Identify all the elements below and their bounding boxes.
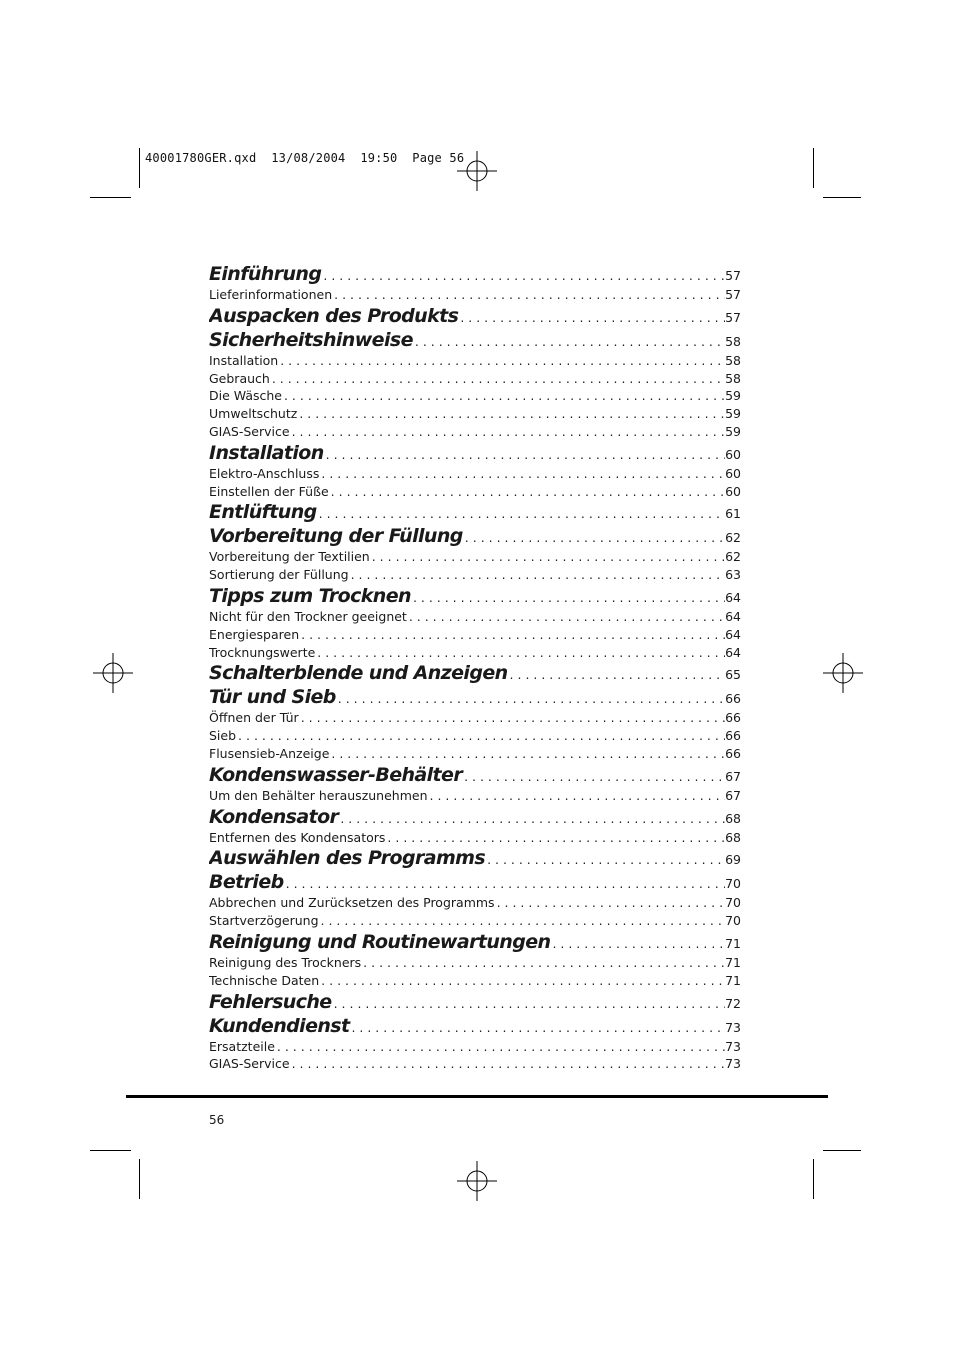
dot-leader [462,765,725,787]
toc-entry [209,912,741,930]
dot-leader [297,405,725,423]
toc-title: GIAS-Service [209,1056,290,1072]
toc-title: Einführung [209,263,322,285]
toc-entry [209,352,741,370]
toc-title: Ersatzteile [209,1038,275,1054]
dot-leader [495,894,725,912]
registration-mark-icon [457,151,497,191]
dot-leader [315,644,725,662]
toc-page-number: 70 [725,913,741,929]
toc-title: GIAS-Service [209,423,290,439]
toc-entry [209,727,741,745]
dot-leader [336,687,725,709]
toc-page-number: 71 [725,954,741,970]
dot-leader [361,954,725,972]
toc-page-number: 64 [725,608,741,624]
dot-leader [299,626,725,644]
toc-page-number: 59 [725,406,741,422]
crop-mark [90,197,131,198]
toc-entry [209,483,741,501]
dot-leader [485,848,725,870]
toc-title: Abbrechen und Zurücksetzen des Programms [209,895,495,911]
toc-title: Fehlersuche [209,990,332,1013]
toc-title: Sicherheitshinweise [209,328,413,351]
dot-leader [332,286,725,304]
toc-page-number: 66 [725,728,741,744]
toc-entry [209,566,741,584]
dot-leader [458,306,725,328]
dot-leader [332,992,725,1014]
dot-leader [349,1016,725,1038]
page-number: 56 [209,1113,225,1127]
dot-leader [324,443,725,465]
dot-leader [370,548,725,566]
toc-entry [209,626,741,644]
toc-entry [209,370,741,388]
crop-mark [90,1150,131,1151]
toc-entry [209,405,741,423]
crop-mark [823,1150,861,1151]
dot-leader [413,330,725,352]
crop-mark [139,148,140,188]
toc-heading [209,661,741,685]
toc-entry [209,548,741,566]
toc-heading [209,763,741,787]
toc-title: Installation [209,441,324,464]
toc-heading [209,1014,741,1038]
toc-page-number: 64 [725,589,741,605]
toc-page-number: 70 [725,895,741,911]
toc-page-number: 71 [725,935,741,951]
toc-title: Flusensieb-Anzeige [209,745,330,761]
toc-heading [209,805,741,829]
toc-title: Tür und Sieb [209,686,336,709]
toc-title: Die Wäsche [209,388,282,404]
dot-leader [508,663,725,685]
crop-mark [139,1159,140,1199]
dot-leader [349,566,725,584]
toc-page-number: 65 [725,667,741,683]
toc-title: Kondenswasser-Behälter [209,763,463,786]
toc-page-number: 60 [725,446,741,462]
toc-heading [209,524,741,548]
toc-entry [209,465,741,483]
registration-mark-icon [823,653,863,693]
toc-heading [209,846,741,870]
toc-entry [209,1038,741,1056]
footer-rule [126,1095,828,1098]
toc-title: Startverzögerung [209,913,319,929]
dot-leader [284,872,725,894]
dot-leader [278,352,725,370]
toc-heading [209,500,741,524]
crop-mark [823,197,861,198]
toc-page-number: 59 [725,388,741,404]
toc-heading [209,870,741,894]
toc-page-number: 59 [725,423,741,439]
toc-title: Reinigung und Routinewartungen [209,930,551,953]
toc-page-number: 62 [725,549,741,565]
toc-title: Kundendienst [209,1014,350,1037]
toc-page-number: 58 [725,352,741,368]
toc-page-number: 63 [725,567,741,583]
dot-leader [275,1038,725,1056]
toc-title: Technische Daten [209,972,320,988]
dot-leader [428,787,726,805]
toc-title: Trocknungswerte [209,644,316,660]
dot-leader [290,1055,725,1073]
dot-leader [463,526,725,548]
toc-heading [209,990,741,1014]
dot-leader [411,586,725,608]
toc-title: Entlüftung [209,501,317,524]
toc-entry [209,387,741,405]
dot-leader [290,423,725,441]
toc-page-number: 73 [725,1019,741,1035]
dot-leader [407,608,725,626]
toc-page-number: 69 [725,852,741,868]
toc-title: Schalterblende und Anzeigen [209,662,508,685]
toc-entry [209,787,741,805]
toc-page-number: 57 [725,268,741,283]
toc-title: Auspacken des Produkts [209,304,459,327]
toc-page-number: 73 [725,1056,741,1072]
registration-mark-icon [457,1161,497,1201]
toc-page-number: 67 [725,787,741,803]
toc-page-number: 58 [725,333,741,349]
toc-entry [209,829,741,847]
toc-entry [209,745,741,763]
print-slug: 40001780GER.qxd 13/08/2004 19:50 Page 56 [145,151,465,165]
toc-page-number: 64 [725,644,741,660]
dot-leader [282,387,725,405]
dot-leader [317,502,725,524]
toc-page-number: 62 [725,530,741,546]
toc-page-number: 68 [725,829,741,845]
dot-leader [329,483,725,501]
dot-leader [338,807,725,829]
toc-page-number: 61 [725,506,741,522]
toc-heading [209,584,741,608]
toc-page-number: 66 [725,745,741,761]
toc-title: Entfernen des Kondensators [209,829,386,845]
toc-page-number: 57 [725,309,741,325]
dot-leader [319,912,725,930]
toc-page-number: 64 [725,626,741,642]
dot-leader [319,465,725,483]
dot-leader [270,370,725,388]
toc-title: Sortierung der Füllung [209,567,349,583]
toc-page-number: 60 [725,483,741,499]
toc-page-number: 57 [725,287,741,302]
table-of-contents [209,262,741,1073]
toc-title: Öffnen der Tür [209,710,299,726]
toc-page-number: 67 [725,768,741,784]
toc-title: Kondensator [209,805,339,828]
toc-page-number: 68 [725,810,741,826]
dot-leader [321,264,725,286]
toc-title: Gebrauch [209,370,270,386]
toc-heading [209,441,741,465]
toc-title: Energiesparen [209,626,300,642]
toc-title: Einstellen der Füße [209,483,329,499]
registration-mark-icon [93,653,133,693]
toc-page-number: 66 [725,691,741,707]
toc-entry [209,972,741,990]
toc-title: Lieferinformationen [209,287,333,302]
toc-title: Installation [209,352,279,368]
toc-heading [209,930,741,954]
toc-title: Auswählen des Programms [209,847,486,870]
dot-leader [550,932,725,954]
toc-title: Sieb [209,728,237,744]
toc-page-number: 58 [725,370,741,386]
toc-page-number: 60 [725,465,741,481]
dot-leader [385,829,725,847]
dot-leader [329,745,725,763]
toc-entry [209,709,741,727]
toc-title: Elektro-Anschluss [209,465,320,481]
toc-page-number: 70 [725,876,741,892]
toc-title: Um den Behälter herauszunehmen [209,787,428,803]
dot-leader [319,972,725,990]
crop-mark [813,148,814,188]
toc-page-number: 73 [725,1038,741,1054]
crop-mark [813,1159,814,1199]
toc-heading [209,328,741,352]
toc-entry [209,423,741,441]
toc-title: Betrieb [209,871,284,894]
toc-entry [209,644,741,662]
toc-heading [209,304,741,328]
toc-heading [209,685,741,709]
toc-title: Umweltschutz [209,406,298,422]
toc-entry [209,608,741,626]
dot-leader [236,727,725,745]
toc-title: Vorbereitung der Textilien [209,549,370,565]
toc-entry [209,286,741,304]
toc-page-number: 66 [725,710,741,726]
toc-title: Nicht für den Trockner geeignet [209,608,407,624]
toc-entry [209,1055,741,1073]
toc-title: Reinigung des Trockners [209,954,362,970]
toc-page-number: 71 [725,972,741,988]
toc-title: Tipps zum Trocknen [209,584,411,607]
toc-page-number: 72 [725,995,741,1011]
toc-entry [209,954,741,972]
toc-title: Vorbereitung der Füllung [209,525,463,548]
toc-heading [209,262,741,286]
toc-entry [209,894,741,912]
dot-leader [299,709,725,727]
